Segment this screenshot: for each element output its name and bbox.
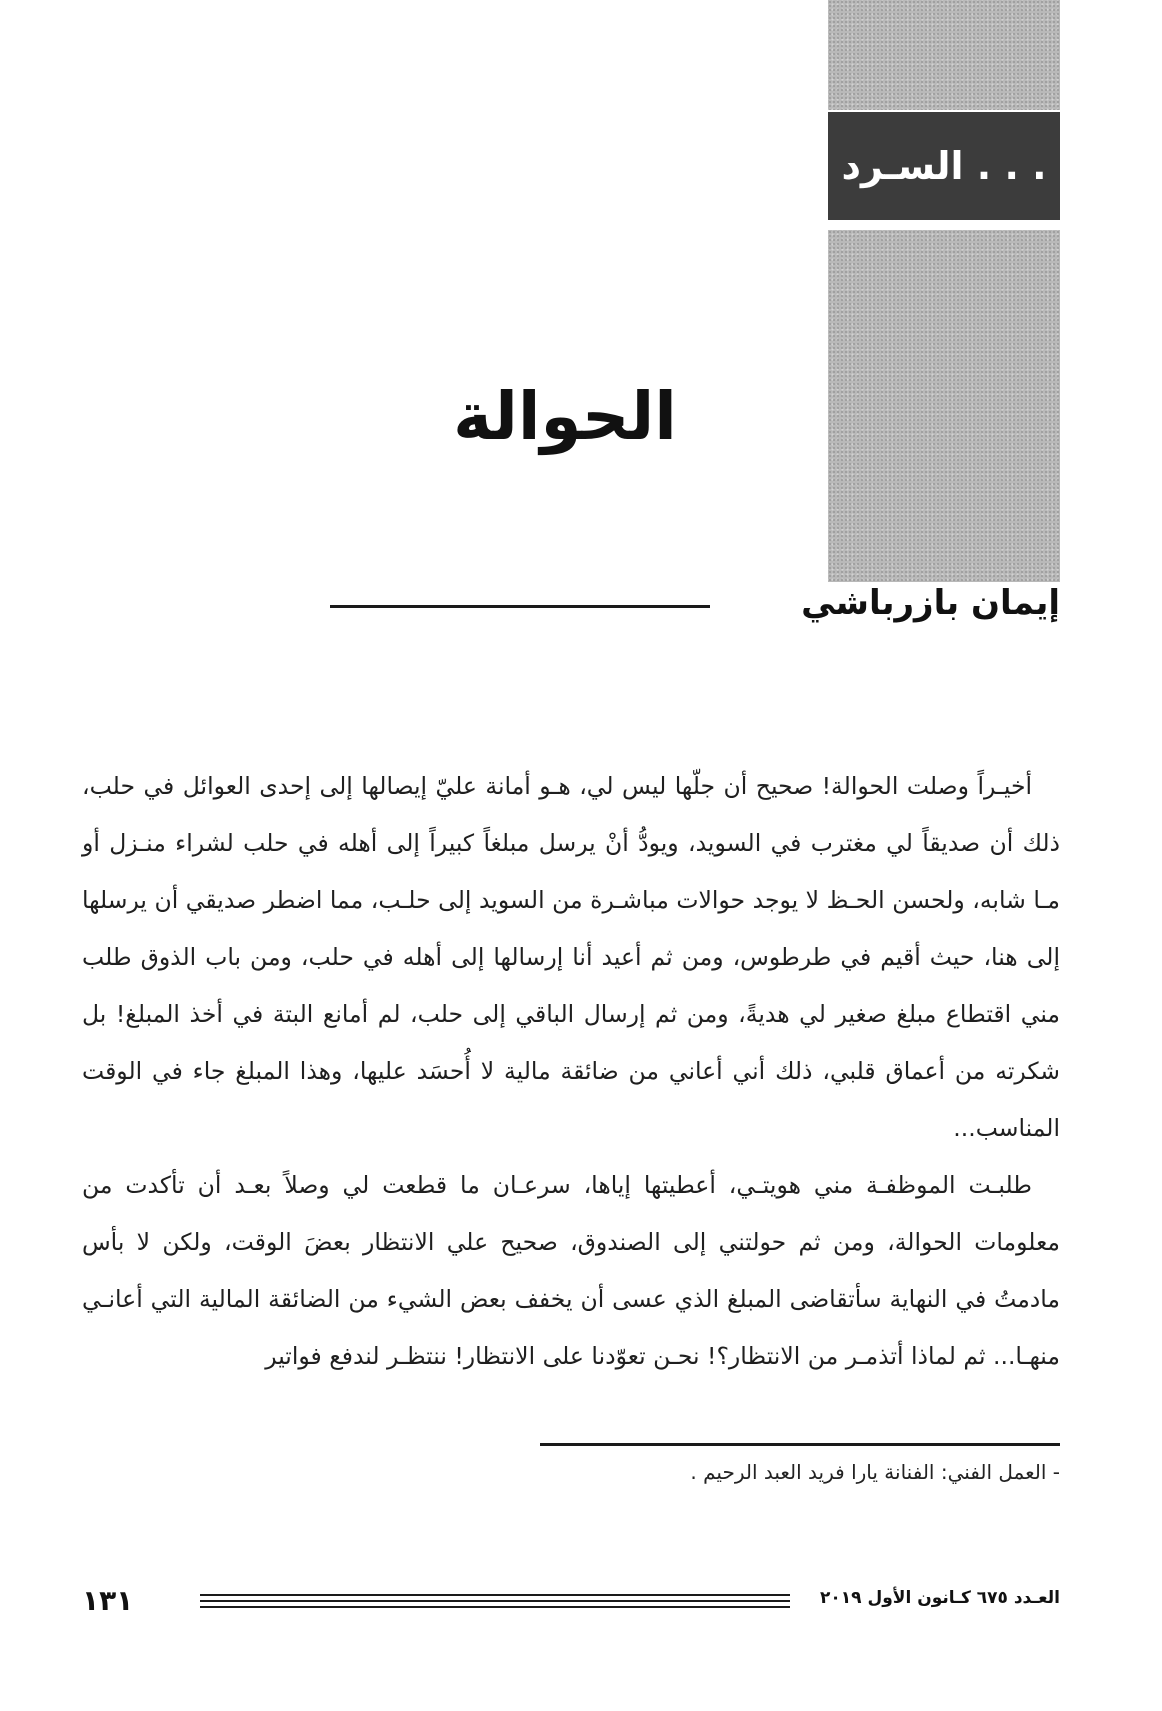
issue-info: العـدد ٦٧٥ كـانون الأول ٢٠١٩ [820,1588,1060,1608]
article-body [82,758,1060,1385]
section-header [828,112,1060,220]
paragraph: طلبـت الموظفـة مني هويتـي، أعطيتها إياها، سرعـان ما قطعت لي وصلاً بعـد أن تأكدت من معلومات الحوالة، ومن ثم حولتني إلى الصندوق، صحيح علي الانتظار بعضَ الوقت، ولكن لا بأس مادمتُ في النهاية سأتقاضى المبلغ الذي عسى أن يخفف بعض الشيء من الضائقة المالية التي أعانـي منهـا... ثم لماذا أتذمـر من الانتظار؟! نحـن تعوّدنا على الانتظار! ننتظـر لندفع فواتير [82,1171,1060,1370]
decorative-grey-block-top [828,0,1060,110]
decorative-grey-block-bottom [828,230,1060,582]
author-name: إيمان بازرباشي [801,583,1060,623]
article-title: الحوالة [453,378,677,455]
footer-rule [200,1594,790,1612]
byline [330,583,1060,631]
paragraph: أخيـراً وصلت الحوالة! صحيح أن جلّها ليس لي، هـو أمانة عليّ إيصالها إلى إحدى العوائل في حلب، ذلك أن صديقاً لي مغترب في السويد، ويودُّ أنْ يرسل مبلغاً كبيراً إلى أهله في حلب لشراء منـزل أو مـا شابه، ولحسن الحـظ لا يوجد حوالات مباشـرة من السويد إلى حلـب، مما اضطر صديقي أن يرسلها إلى هنا، حيث أقيم في طرطوس، ومن ثم أعيد أنا إرسالها إلى أهله في حلب، ومن باب الذوق طلب مني اقتطاع مبلغ صغير لي هديةً، ومن ثم إرسال الباقي إلى حلب، لم أمانع البتة في أخذ المبلغ! بل شكرته من أعماق قلبي، ذلك أني أعاني من ضائقة مالية لا أُحسَد عليها، وهذا المبلغ جاء في الوقت المناسب... [82,772,1060,1142]
page-number: ١٣١ [82,1584,134,1617]
byline-rule [330,605,710,608]
footnote-divider [540,1443,1060,1446]
page-footer [82,1582,1060,1622]
section-label: السـرد . . . [841,144,1047,188]
footnote: - العمل الفني: الفنانة يارا فريد العبد الرحيم . [690,1460,1060,1484]
